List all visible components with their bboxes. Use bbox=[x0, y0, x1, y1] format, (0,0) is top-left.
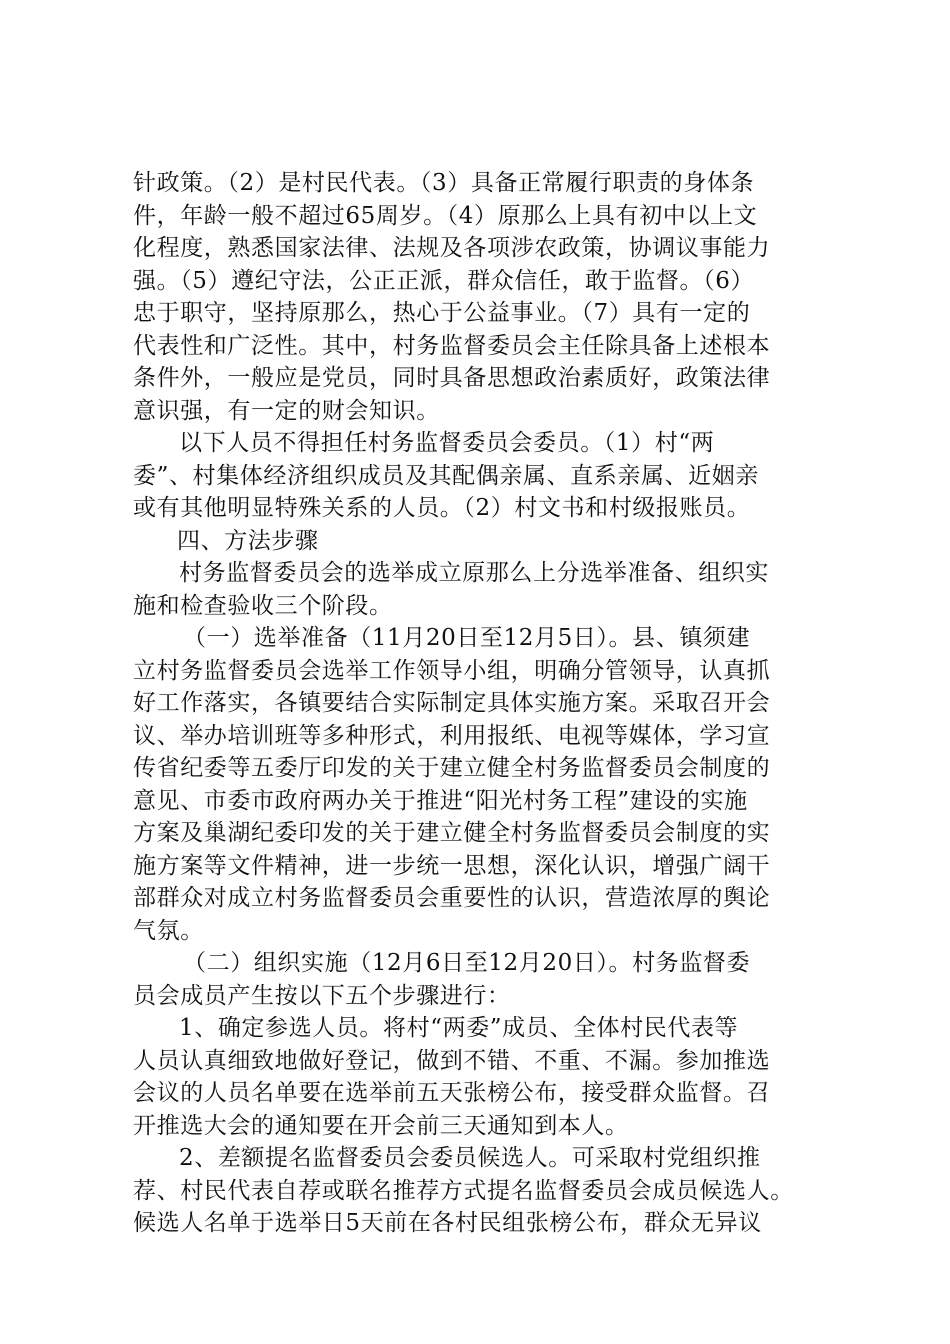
text-line: 气氛。 bbox=[133, 917, 204, 944]
text-line: 针政策。（2）是村民代表。（3）具备正常履行职责的身体条 bbox=[133, 170, 755, 196]
text-line: 忠于职守，坚持原那么，热心于公益事业。（7）具有一定的 bbox=[133, 300, 751, 326]
text-line: 立村务监督委员会选举工作领导小组，明确分管领导，认真抓 bbox=[133, 657, 771, 684]
text-line: 传省纪委等五委厅印发的关于建立健全村务监督委员会制度的 bbox=[133, 755, 771, 781]
text-line: 代表性和广泛性。其中，村务监督委员会主任除具备上述根本 bbox=[133, 332, 771, 359]
body-text bbox=[133, 167, 823, 1240]
text-line: 化程度，熟悉国家法律、法规及各项涉农政策，协调议事能力 bbox=[133, 235, 771, 261]
paragraph-start: 以下人员不得担任村务监督委员会委员。（1）村“两 bbox=[179, 430, 715, 456]
text-line: 或有其他明显特殊关系的人员。（2）村文书和村级报账员。 bbox=[133, 495, 751, 521]
text-line: 强。（5）遵纪守法，公正正派，群众信任，敢于监督。（6） bbox=[133, 267, 755, 294]
text-line: 意见、市委市政府两办关于推进“阳光村务工程”建设的实施 bbox=[133, 787, 748, 814]
text-line: 件，年龄一般不超过65周岁。（4）原那么上具有初中以上文 bbox=[133, 202, 758, 229]
text-line: 开推选大会的通知要在开会前三天通知到本人。 bbox=[133, 1112, 629, 1139]
text-line: 施方案等文件精神，进一步统一思想，深化认识，增强广阔干 bbox=[133, 852, 771, 879]
paragraph-start: 1、确定参选人员。将村“两委”成员、全体村民代表等 bbox=[179, 1015, 739, 1041]
section-heading: 四、方法步骤 bbox=[177, 527, 319, 554]
text-line: 好工作落实，各镇要结合实际制定具体实施方案。采取召开会 bbox=[133, 690, 771, 716]
text-line: 意识强，有一定的财会知识。 bbox=[133, 397, 440, 424]
paragraph-start: 2、差额提名监督委员会委员候选人。可采取村党组织推 bbox=[179, 1145, 761, 1171]
subsection-heading: （二）组织实施（12月6日至12月20日）。村务监督委 bbox=[183, 950, 751, 976]
text-line: 荐、村民代表自荐或联名推荐方式提名监督委员会成员候选人。 bbox=[133, 1177, 794, 1204]
text-line: 委”、村集体经济组织成员及其配偶亲属、直系亲属、近姻亲 bbox=[133, 462, 759, 489]
text-line: 员会成员产生按以下五个步骤进行： bbox=[133, 982, 511, 1009]
paragraph-start: 村务监督委员会的选举成立原那么上分选举准备、组织实 bbox=[179, 560, 769, 586]
text-line: 部群众对成立村务监督委员会重要性的认识，营造浓厚的舆论 bbox=[133, 885, 771, 911]
subsection-heading: （一）选举准备（11月20日至12月5日）。县、镇须建 bbox=[183, 625, 751, 651]
text-line: 人员认真细致地做好登记，做到不错、不重、不漏。参加推选 bbox=[133, 1047, 771, 1074]
text-line: 议、举办培训班等多种形式，利用报纸、电视等媒体，学习宣 bbox=[133, 722, 771, 749]
text-line: 施和检查验收三个阶段。 bbox=[133, 592, 393, 619]
text-line: 会议的人员名单要在选举前五天张榜公布，接受群众监督。召 bbox=[133, 1080, 771, 1106]
text-line: 候选人名单于选举日5天前在各村民组张榜公布，群众无异议 bbox=[133, 1210, 762, 1236]
text-line: 方案及巢湖纪委印发的关于建立健全村务监督委员会制度的实 bbox=[133, 820, 771, 846]
text-line: 条件外，一般应是党员，同时具备思想政治素质好，政策法律 bbox=[133, 365, 771, 391]
